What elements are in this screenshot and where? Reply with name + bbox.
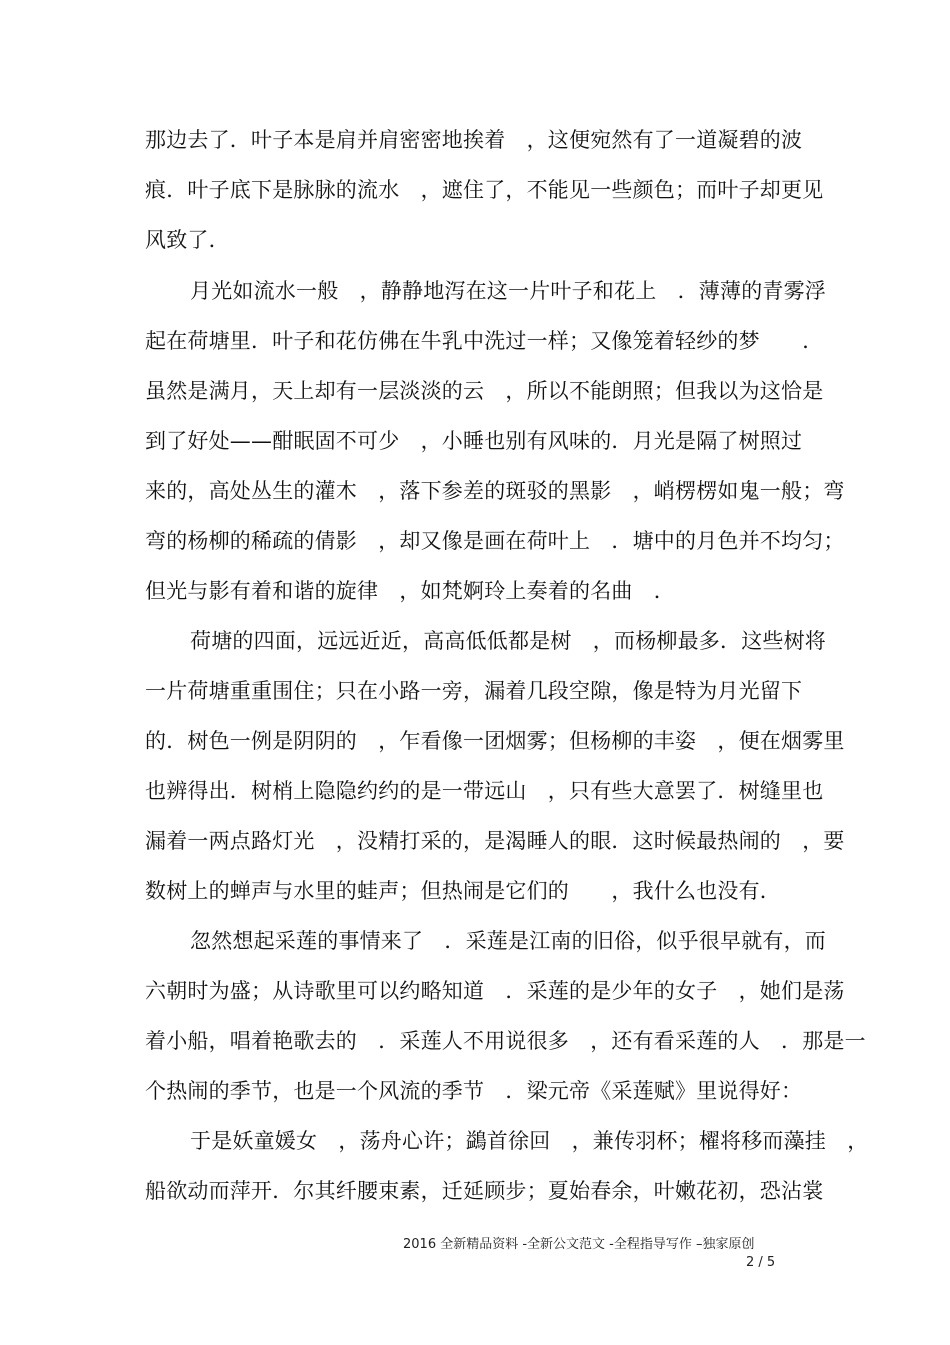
text-line: 数树上的蝉声与水里的蛙声；但热闹是它们的 ，我什么也没有． [145, 879, 781, 903]
text-line: 着小船，唱着艳歌去的 ．采莲人不用说很多 ，还有看采莲的人 ．那是一 [145, 1029, 866, 1053]
page-number: 2 / 5 [746, 1255, 776, 1270]
text-line: 也辨得出．树梢上隐隐约约的是一带远山 ，只有些大意罢了．树缝里也 [145, 779, 824, 803]
paragraph-first-line: 荷塘的四面，远远近近，高高低低都是树 ，而杨柳最多．这些树将 [190, 629, 826, 653]
text-line: 船欲动而萍开．尔其纤腰束素，迁延顾步；夏始春余，叶嫩花初，恐沾裳 [145, 1179, 824, 1203]
text-line: 来的，高处丛生的灌木 ，落下参差的斑驳的黑影 ，峭楞楞如鬼一般；弯 [145, 479, 845, 503]
text-line: 的．树色一例是阴阴的 ，乍看像一团烟雾；但杨柳的丰姿 ，便在烟雾里 [145, 729, 845, 753]
text-line: 起在荷塘里．叶子和花仿佛在牛乳中洗过一样；又像笼着轻纱的梦 ． [145, 329, 824, 353]
paragraph-first-line: 于是妖童媛女 ，荡舟心许；鷁首徐回 ，兼传羽杯；櫂将移而藻挂 ， [190, 1129, 869, 1153]
text-line: 个热闹的季节，也是一个风流的季节 ．梁元帝《采莲赋》里说得好： [145, 1079, 803, 1103]
text-line: 一片荷塘重重围住；只在小路一旁，漏着几段空隙，像是特为月光留下 [145, 679, 803, 703]
text-line: 六朝时为盛；从诗歌里可以约略知道 ．采莲的是少年的女子 ，她们是荡 [145, 979, 845, 1003]
text-line: 弯的杨柳的稀疏的倩影 ，却又像是画在荷叶上 ．塘中的月色并不均匀； [145, 529, 845, 553]
text-line: 漏着一两点路灯光 ，没精打采的，是渴睡人的眼．这时候最热闹的 ，要 [145, 829, 845, 853]
text-line: 虽然是满月，天上却有一层淡淡的云 ，所以不能朗照；但我以为这恰是 [145, 379, 824, 403]
text-line: 痕．叶子底下是脉脉的流水 ，遮住了，不能见一些颜色；而叶子却更见 [145, 178, 824, 202]
paragraph-first-line: 忽然想起采莲的事情来了 ．采莲是江南的旧俗，似乎很早就有，而 [190, 929, 826, 953]
text-line: 但光与影有着和谐的旋律 ，如梵婀玲上奏着的名曲 ． [145, 579, 675, 603]
footer-source-text: 2016 全新精品资料 -全新公文范文 -全程指导写作 –独家原创 [403, 1237, 755, 1252]
text-line: 风致了． [145, 228, 230, 252]
text-line: 那边去了．叶子本是肩并肩密密地挨着 ，这便宛然有了一道凝碧的波 [145, 128, 803, 152]
paragraph-first-line: 月光如流水一般 ，静静地泻在这一片叶子和花上 ．薄薄的青雾浮 [190, 279, 826, 303]
text-line: 到了好处——酣眠固不可少 ，小睡也别有风味的．月光是隔了树照过 [145, 429, 803, 453]
